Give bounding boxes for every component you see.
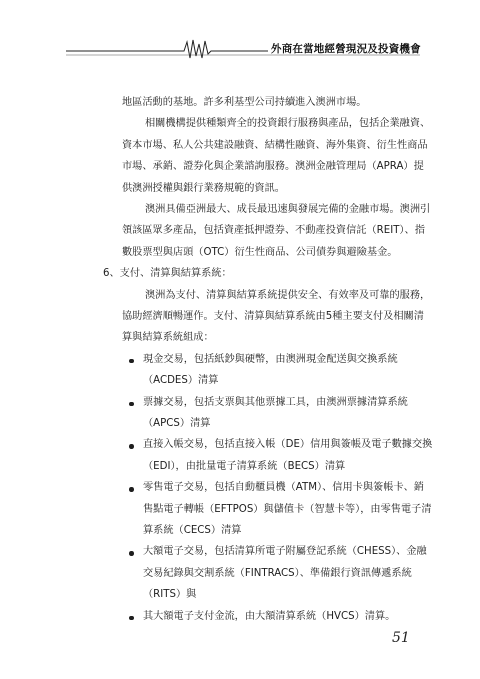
paragraph-line: 供澳洲授權與銀行業務規範的資訊。 xyxy=(122,182,285,194)
bullet-line: （ACDES）清算 xyxy=(143,375,219,387)
paragraph-line: 領該區眾多產品，包括資產抵押證券、不動產投資信託（REIT）、指 xyxy=(122,225,425,237)
bullet-line: 零售電子交易，包括自動櫃員機（ATM）、信用卡與簽帳卡、銷 xyxy=(143,482,424,494)
section-intro-line: 協助經濟順暢運作。支付、清算與結算系統由5種主要支付及相關清 xyxy=(122,311,424,322)
paragraph-line: 地區活動的基地。許多利基型公司持續進入澳洲市場。 xyxy=(122,97,367,108)
bullet-marker xyxy=(129,487,134,492)
bullet-line: 大額電子交易，包括清算所電子附屬登記系統（CHESS）、金融 xyxy=(143,546,427,558)
section-intro-line: 澳洲為支付、清算與結算系統提供安全、有效率及可靠的服務， xyxy=(145,289,431,301)
bullet-marker xyxy=(129,616,134,621)
section-heading: 6、支付、清算與結算系統： xyxy=(103,268,232,280)
bullet-line: （RITS）與 xyxy=(143,589,197,601)
bullet-line: （EDI），由批量電子清算系統（BECS）清算 xyxy=(143,460,346,472)
bullet-marker xyxy=(129,444,134,449)
paragraph-line: 澳洲具備亞洲最大、成長最迅速與發展完備的金融市場。澳洲引 xyxy=(145,204,431,215)
bullet-line: 交易紀錄與交割系統（FINTRACS）、準備銀行資訊傳遞系統 xyxy=(143,567,412,579)
bullet-line: 售點電子轉帳（EFTPOS）與儲值卡（智慧卡等），由零售電子清 xyxy=(143,503,432,515)
running-header xyxy=(0,36,480,60)
paragraph-line: 相關機構提供種類齊全的投資銀行服務與產品，包括企業融資、 xyxy=(145,118,431,130)
bullet-line: 算系統（CECS）清算 xyxy=(143,525,242,536)
paragraph-line: 資本市場、私人公共建設融資、結構性融資、海外集資、衍生性商品 xyxy=(122,139,428,151)
paragraph-line: 數股票型與店頭（OTC）衍生性商品、公司債券與避險基金。 xyxy=(122,246,398,258)
bullet-line: 直接入帳交易，包括直接入帳（DE）信用與簽帳及電子數據交換 xyxy=(143,439,433,451)
bullet-marker xyxy=(129,359,134,364)
bullet-line: （APCS）清算 xyxy=(143,418,211,429)
bullet-marker xyxy=(129,402,134,407)
bullet-line: 現金交易，包括紙鈔與硬幣，由澳洲現金配送與交換系統 xyxy=(143,353,398,365)
section-intro-line: 算與結算系統組成： xyxy=(122,332,214,344)
bullet-line: 其大額電子支付金流，由大額清算系統（HVCS）清算。 xyxy=(143,610,396,622)
bullet-line: 票據交易，包括支票與其他票據工具，由澳洲票據清算系統 xyxy=(143,396,408,408)
page-number: 51 xyxy=(392,630,410,646)
bullet-marker xyxy=(129,551,134,556)
header-title: 外商在當地經營現況及投資機會 xyxy=(271,43,421,55)
paragraph-line: 市場、承銷、證券化與企業諮詢服務。澳洲金融管理局（APRA）提 xyxy=(122,161,424,173)
